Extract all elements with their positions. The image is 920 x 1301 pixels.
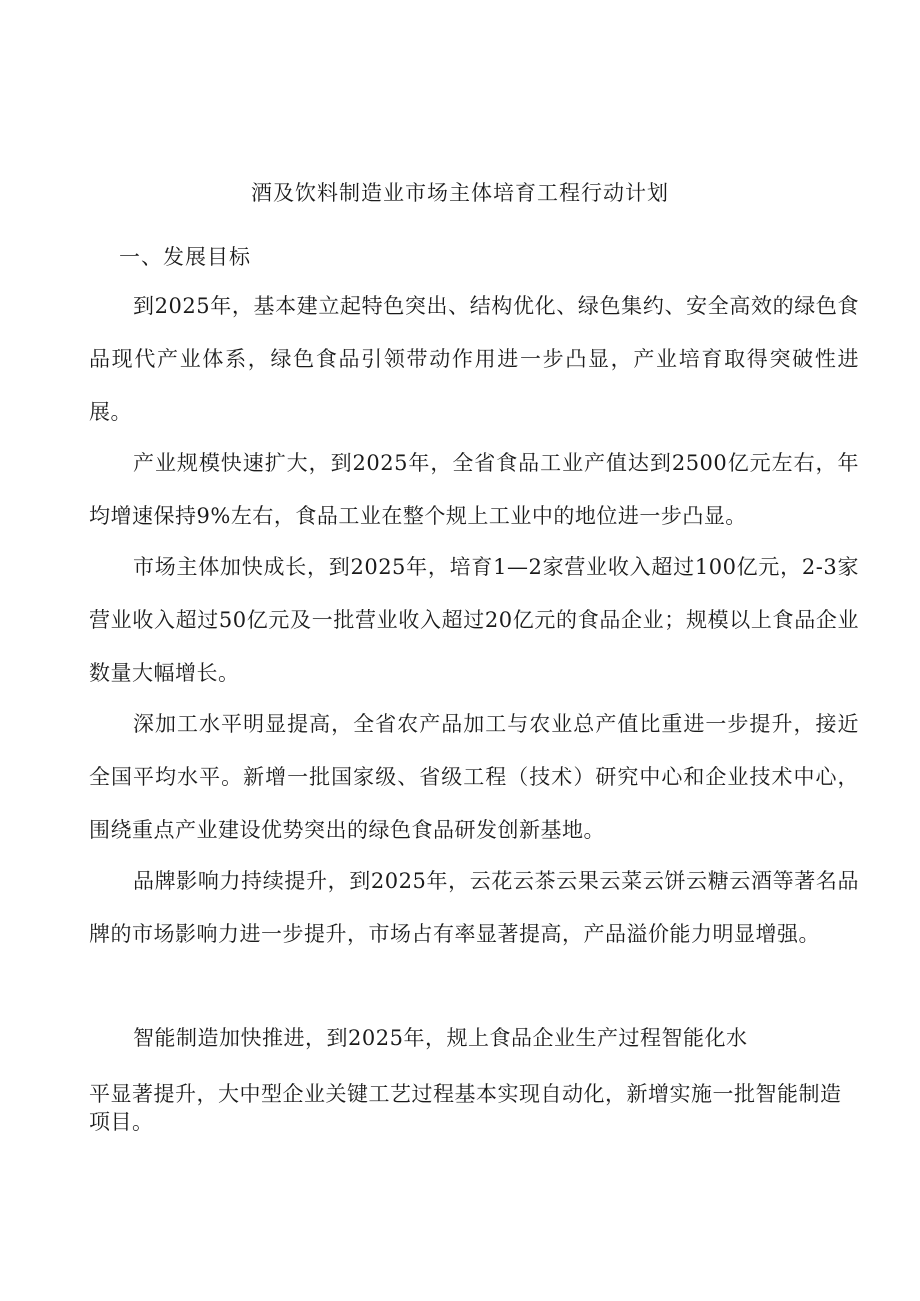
document-title: 酒及饮料制造业市场主体培育工程行动计划 <box>251 181 669 205</box>
paragraph-smart-manufacturing: 智能制造加快推进，到2025年，规上食品企业生产过程智能化水 <box>133 1026 748 1050</box>
paragraph-brand-influence: 品牌影响力持续提升，到2025年，云花云茶云果云菜云饼云糖云酒等著名品牌的市场影响力进一步提升，市场占有率显著提高，产品溢价能力明显增强。 <box>89 869 859 946</box>
section-heading: 一、发展目标 <box>119 245 251 269</box>
paragraph-industry-scale: 产业规模快速扩大，到2025年，全省食品工业产值达到2500亿元左右，年均增速保持9%左右，食品工业在整个规上工业中的地位进一步凸显。 <box>89 451 859 528</box>
paragraph-deep-processing: 深加工水平明显提高，全省农产品加工与农业总产值比重进一步提升，接近全国平均水平。新增一批国家级、省级工程（技术）研究中心和企业技术中心，围绕重点产业建设优势突出的绿色食品研发创新基地。 <box>89 712 859 842</box>
paragraph-development-goal: 到2025年，基本建立起特色突出、结构优化、绿色集约、安全高效的绿色食品现代产业体系，绿色食品引领带动作用进一步凸显，产业培育取得突破性进展。 <box>89 294 859 424</box>
paragraph-market-entities: 市场主体加快成长，到2025年，培育1—2家营业收入超过100亿元，2-3家营业收入超过50亿元及一批营业收入超过20亿元的食品企业；规模以上食品企业数量大幅增长。 <box>89 555 859 685</box>
paragraph-smart-manufacturing-continuation: 平显著提升，大中型企业关键工艺过程基本实现自动化，新增实施一批智能制造项目。 <box>89 1082 842 1134</box>
